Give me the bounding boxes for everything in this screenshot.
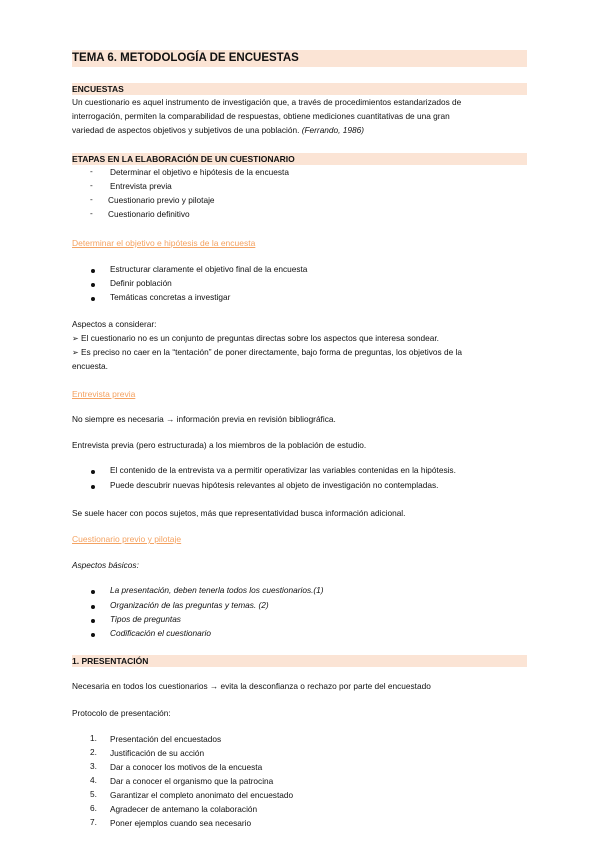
protocolo-item-6: Agradecer de antemano la colaboración: [110, 804, 258, 814]
aspecto-item-1: La presentación, deben tenerla todos los cuestionarios.(1): [110, 585, 324, 595]
aspecto-item-3: Tipos de preguntas: [110, 614, 181, 624]
dash-marker: -: [90, 194, 93, 204]
link-entrevista-previa[interactable]: Entrevista previa: [72, 389, 136, 399]
bullet-dot: [91, 485, 95, 489]
determinar-bullet-3: Temáticas concretas a investigar: [110, 292, 231, 302]
etapa-item-4: Cuestionario definitivo: [108, 209, 190, 219]
bullet-dot: [91, 297, 95, 301]
list-number: 5.: [90, 789, 97, 799]
bullet-dot: [91, 470, 95, 474]
determinar-bullet-1: Estructurar claramente el objetivo final de la encuesta: [110, 264, 308, 274]
document-title: TEMA 6. METODOLOGÍA DE ENCUESTAS: [72, 52, 299, 64]
protocolo-item-4: Dar a conocer el organismo que la patrocina: [110, 776, 274, 786]
aspectos-basicos-label: Aspectos básicos:: [72, 560, 139, 570]
list-number: 6.: [90, 803, 97, 813]
consider-line-2: [72, 346, 462, 360]
entrevista-line-1: No siempre es necesaria → información previa en revisión bibliográfica.: [72, 414, 336, 424]
dash-marker: -: [90, 208, 93, 218]
protocolo-item-5: Garantizar el completo anonimato del encuestado: [110, 790, 294, 800]
consider-text-1: El cuestionario no es un conjunto de preguntas directas sobre los aspectos que interesa sondear.: [81, 333, 439, 343]
arrow-bullet-icon: ➢: [72, 334, 79, 343]
bullet-dot: [91, 283, 95, 287]
determinar-bullet-2: Definir población: [110, 278, 172, 288]
bullet-dot: [91, 619, 95, 623]
list-number: 1.: [90, 733, 97, 743]
bullet-dot: [91, 633, 95, 637]
protocolo-item-3: Dar a conocer los motivos de la encuesta: [110, 762, 263, 772]
bullet-dot: [91, 605, 95, 609]
consider-line-1: [72, 332, 439, 346]
list-number: 7.: [90, 817, 97, 827]
protocolo-item-2: Justificación de su acción: [110, 748, 205, 758]
heading-etapas: ETAPAS EN LA ELABORACIÓN DE UN CUESTIONARIO: [72, 154, 295, 164]
aspecto-item-2: Organización de las preguntas y temas. (2): [110, 600, 269, 610]
consider-line-2-cont: encuesta.: [72, 361, 108, 371]
entrevista-bullet-2: Puede descubrir nuevas hipótesis relevantes al objeto de investigación no contempladas.: [110, 480, 439, 490]
consider-text-2: Es preciso no caer en la “tentación” de poner directamente, bajo forma de preguntas, los objetivos de la: [81, 347, 462, 357]
list-number: 2.: [90, 747, 97, 757]
entrevista-bullet-1: El contenido de la entrevista va a permitir operativizar las variables contenidas en la hipótesis.: [110, 465, 456, 475]
bullet-dot: [91, 590, 95, 594]
aspectos-considerar-label: Aspectos a considerar:: [72, 319, 157, 329]
etapa-item-3: Cuestionario previo y pilotaje: [108, 195, 215, 205]
heading-encuestas: ENCUESTAS: [72, 84, 124, 94]
list-number: 3.: [90, 761, 97, 771]
section-highlight-encuestas: [72, 83, 527, 95]
heading-presentacion: 1. PRESENTACIÓN: [72, 656, 149, 666]
protocolo-item-7: Poner ejemplos cuando sea necesario: [110, 818, 252, 828]
presentacion-line-1: Necesaria en todos los cuestionarios → evita la desconfianza o rechazo por parte del encuestado: [72, 681, 431, 691]
bullet-dot: [91, 269, 95, 273]
etapa-item-2: Entrevista previa: [110, 181, 172, 191]
encuestas-line-3-text: variedad de aspectos objetivos y subjetivos de una población.: [72, 125, 300, 135]
entrevista-line-3: Se suele hacer con pocos sujetos, más que representatividad busca información adicional.: [72, 508, 406, 518]
encuestas-citation: (Ferrando, 1986): [301, 125, 364, 135]
encuestas-line-2: interrogación, permiten la comparabilidad de respuestas, obtiene mediciones cuantitativas de una gran: [72, 111, 450, 121]
entrevista-line-2: Entrevista previa (pero estructurada) a los miembros de la población de estudio.: [72, 440, 367, 450]
protocolo-label: Protocolo de presentación:: [72, 708, 171, 718]
etapa-item-1: Determinar el objetivo e hipótesis de la encuesta: [110, 167, 289, 177]
aspecto-item-4: Codificación el cuestionario: [110, 628, 212, 638]
link-cuestionario-previo[interactable]: Cuestionario previo y pilotaje: [72, 534, 182, 544]
dash-marker: -: [90, 166, 93, 176]
encuestas-line-1: Un cuestionario es aquel instrumento de investigación que, a través de procedimientos estandarizados de: [72, 97, 462, 107]
link-determinar-objetivo[interactable]: Determinar el objetivo e hipótesis de la encuesta: [72, 238, 256, 248]
list-number: 4.: [90, 775, 97, 785]
dash-marker: -: [90, 180, 93, 190]
arrow-bullet-icon: ➢: [72, 348, 79, 357]
protocolo-item-1: Presentación del encuestados: [110, 734, 222, 744]
encuestas-line-3: [72, 124, 364, 138]
